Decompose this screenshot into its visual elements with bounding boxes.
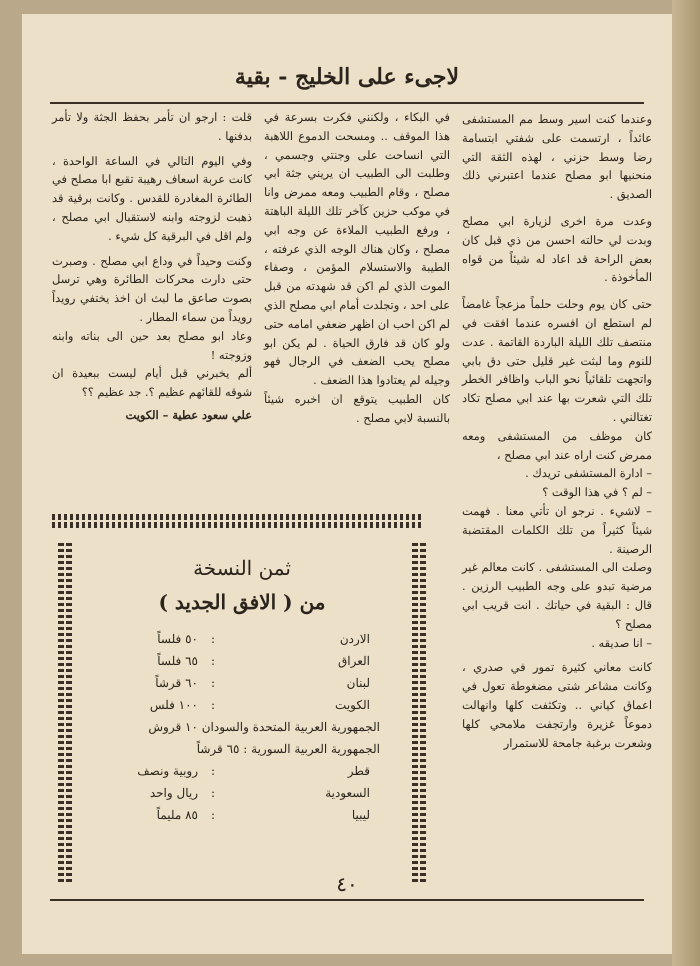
price: روبية ونصف [137, 764, 198, 778]
price-row [74, 804, 410, 826]
paragraph: قلت : ارجو ان تأمر بحفظ الجثة ولا تأمر بدفنها . [52, 110, 252, 143]
separator: : [210, 764, 216, 778]
bottom-rule [50, 899, 644, 901]
page-binding [672, 0, 700, 966]
paragraph: كان موظف من المستشفى ومعه ممرض كنت اراه عند ابي مصلح ، [462, 428, 652, 462]
separator: : [210, 786, 216, 800]
page-number: ٤٠ [336, 872, 358, 896]
title-rule [50, 102, 644, 104]
paragraph: وعاد ابو مصلح بعد حين الى بناته وابنه وزوجته ! [52, 328, 252, 362]
paragraph: وفي اليوم التالي في الساعة الواحدة ، كانت عربة اسعاف رهيبة تقبع ابا مصلح في الطائرة المغادرة للقدس . وكانت برقية قد ذهبت لزوجته وابنه لاستقبال ابي مصلح ، ولم اقل في البرقية كل شيء . [52, 153, 252, 243]
price-row [74, 760, 410, 782]
separator: : [210, 698, 216, 712]
country: الكويت [335, 698, 370, 712]
price-box-subheading: من ( الافق الجديد ) [158, 590, 326, 614]
price-row [74, 694, 410, 716]
divider [412, 542, 418, 882]
country: الاردن [339, 632, 370, 646]
author-signature: علي سعود عطية – الكويت [125, 407, 252, 422]
price-row [74, 738, 410, 760]
paragraph: كانت معاني كثيرة تمور في صدري ، وكانت مشاعر شتى مضغوطة تعول في اعماق كياني .. وتكثفت كلها وانهالت دموعاً غزيرة وارتجفت ملامحي كلها وشعرت برغبة جامحة للاستمرار [462, 660, 652, 750]
column-left [52, 108, 252, 425]
price-row [74, 650, 410, 672]
country: لبنان [346, 676, 370, 690]
paragraph: كان الطبيب يتوقع ان اخبره شيئاً بالنسبة لابي مصلح . [264, 391, 450, 425]
price-row [74, 716, 410, 738]
divider [52, 514, 424, 520]
price-line: الجمهورية العربية المتحدة والسودان ١٠ قروش [148, 720, 380, 734]
price-box-heading: ثمن النسخة [193, 556, 291, 580]
paragraph: – ادارة المستشفى تريدك . [525, 466, 652, 481]
price-row [74, 628, 410, 650]
price-row [74, 782, 410, 804]
country: السعودية [325, 786, 370, 800]
divider [52, 522, 424, 528]
paragraph: وكنت وحيداً في وداع ابي مصلح . وصبرت حتى دارت محركات الطائرة وهي ترسل بصوت صاعق ما لبث ان اخذ يختفي رويداً رويداً من سماء المطار . [52, 253, 252, 324]
price: ٨٥ مليماً [156, 808, 198, 822]
paragraph: – لاشيء . نرجو ان تأتي معنا . فهمت شيئاً كثيراً من تلك الكلمات المقتضبة الرصينة . [462, 503, 652, 556]
separator: : [210, 632, 216, 646]
paragraph: وصلت الى المستشفى . كانت معالم غير مرضية تبدو على وجه الطبيب الرزين . قال : البقية في حياتك . انت قريب ابي مصلح ؟ [462, 560, 652, 631]
divider [420, 542, 426, 882]
price-line: الجمهورية العربية السورية : ٦٥ قرشاً [196, 742, 380, 756]
divider [66, 542, 72, 882]
country: ليبيا [351, 808, 370, 822]
price: ريال واحد [149, 786, 198, 800]
paragraph: – لم ؟ في هذا الوقت ؟ [542, 485, 652, 500]
price: ٦٠ قرشاً [155, 676, 198, 690]
column-right [462, 110, 652, 752]
paragraph: وعدت مرة اخرى لزيارة ابي مصلح وبدت لي حالته احسن من ذي قبل كان بعض الراحة قد اعاد له شيئاً من قواه المأخوذة . [462, 213, 652, 285]
separator: : [210, 654, 216, 668]
paragraph: حتى كان يوم وحلت حلماً مزعجاً غامضاً لم استطع ان افسره عندما افقت في منتصف تلك الليلة الباردة القاتمة . عدت للنوم وما لبثت غير قليل حتى دق بابي واتجهت تلقائياً نحو الباب واظافر الخطر تلك التي شعرت بها عند ابي مصلح تكاد تغتالني . [462, 297, 652, 424]
price-row [74, 672, 410, 694]
paragraph: ألم يخبرني قبل أيام ليست ببعيدة ان شوقه للقائهم عظيم ؟. جد عظيم ؟؟ [52, 366, 252, 400]
paragraph: – انا صديقه . [591, 635, 652, 650]
price: ٥٠ فلساً [157, 632, 198, 646]
country: قطر [347, 764, 370, 778]
paragraph: في البكاء ، ولكنني فكرت بسرعة في هذا الموقف .. ومسحت الدموع اللاهبة التي انساحت على وجنتي وجسمي ، وطلبت الى الطبيب ان يريني جثة ابي مصلح ، وقام الطبيب ومعه ممرض وانا في موكب حزين كآخر تلك الليلة الباهتة ، ورفع الطبيب الملاءة عن وجه ابي مصلح ، وكان هناك الوجه الذي عرفته ، الطيبة والاستسلام المؤمن ، وصفاء الموت الذي لم اكن قد شهدته من قبل على احد ، وتجلدت أمام ابي مصلح الذي لم اكن احب ان اظهر ضعفي امامه حتى ولو كان قد فارق الحياة . لم يكن ابو مصلح يحب الضعف في الرجال فهو وجيله لم يعتادوا هذا الضعف . [263, 110, 450, 388]
divider [58, 542, 64, 882]
price: ١٠٠ فلس [149, 698, 198, 712]
country: العراق [337, 654, 370, 668]
price: ٦٥ فلساً [157, 654, 198, 668]
price-list [74, 628, 410, 826]
separator: : [210, 676, 216, 690]
article-title: لاجىء على الخليج - بقية [234, 64, 460, 90]
price-box [74, 542, 410, 887]
separator: : [210, 808, 216, 822]
paragraph: وعندما كنت اسير وسط مم المستشفى عائداً ، ارتسمت على شفتي ابتسامة رضا وسط حزني ، لهذه الثقة التي منحنيها ابو مصلح عندما اعتبرني ذلك الصديق . [462, 112, 652, 202]
magazine-page [22, 14, 672, 954]
column-middle [264, 108, 450, 428]
